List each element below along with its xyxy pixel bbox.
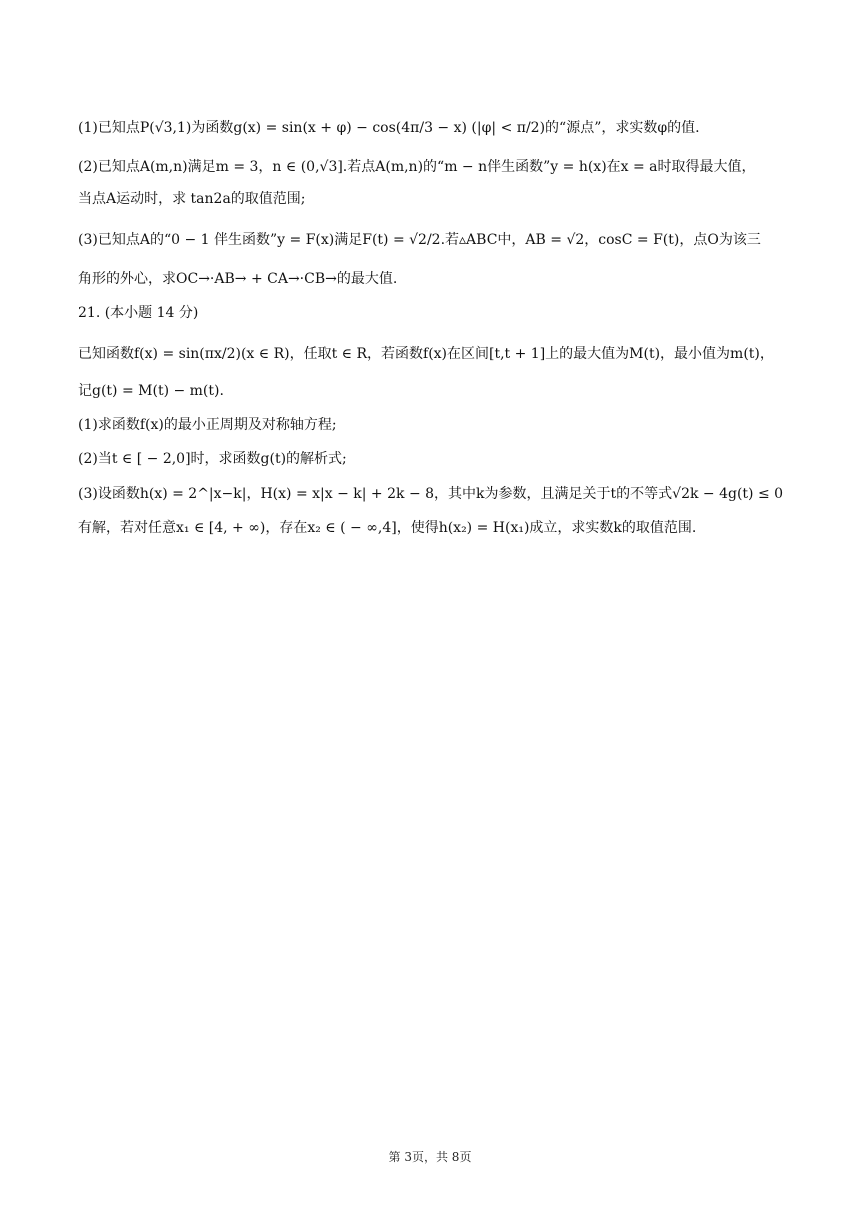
problem-20-part-2-line-1: (2)已知点A(m,n)满足m = 3，n ∈ (0,√3].若点A(m,n)的“m − n伴生函数”y = h(x)在x = a时取得最大值， bbox=[78, 159, 756, 175]
problem-21-heading: 21. (本小题 14 分) bbox=[78, 305, 199, 321]
problem-21-part-1: (1)求函数f(x)的最小正周期及对称轴方程; bbox=[78, 417, 337, 433]
problem-20-part-3-line-1: (3)已知点A的“0 − 1 伴生函数”y = F(x)满足F(t) = √2/2.若▵ABC中，AB = √2，cosC = F(t)，点O为该三 bbox=[78, 232, 761, 248]
problem-20-part-2-line-2: 当点A运动时，求 tan2a的取值范围; bbox=[78, 191, 306, 207]
page-footer: 第 3页，共 8页 bbox=[388, 1150, 472, 1164]
problem-20-part-1: (1)已知点P(√3,1)为函数g(x) = sin(x + φ) − cos(4π/3 − x) (|φ| < π/2)的“源点”，求实数φ的值. bbox=[78, 120, 700, 136]
problem-21-statement-line-2: 记g(t) = M(t) − m(t). bbox=[78, 383, 224, 399]
problem-20-part-3-line-2: 角形的外心，求OC→·AB→ + CA→·CB→的最大值. bbox=[78, 271, 398, 287]
problem-21-part-2: (2)当t ∈ [ − 2,0]时，求函数g(t)的解析式; bbox=[78, 451, 347, 467]
problem-21-statement-line-1: 已知函数f(x) = sin(πx/2)(x ∈ R)，任取t ∈ R，若函数f(x)在区间[t,t + 1]上的最大值为M(t)，最小值为m(t)， bbox=[78, 346, 774, 362]
problem-21-part-3-line-2: 有解，若对任意x₁ ∈ [4, + ∞)，存在x₂ ∈ ( − ∞,4]，使得h(x₂) = H(x₁)成立，求实数k的取值范围. bbox=[78, 520, 697, 536]
problem-21-part-3-line-1: (3)设函数h(x) = 2^|x−k|，H(x) = x|x − k| + 2k − 8，其中k为参数，且满足关于t的不等式√2k − 4g(t) ≤ 0 bbox=[78, 486, 784, 502]
